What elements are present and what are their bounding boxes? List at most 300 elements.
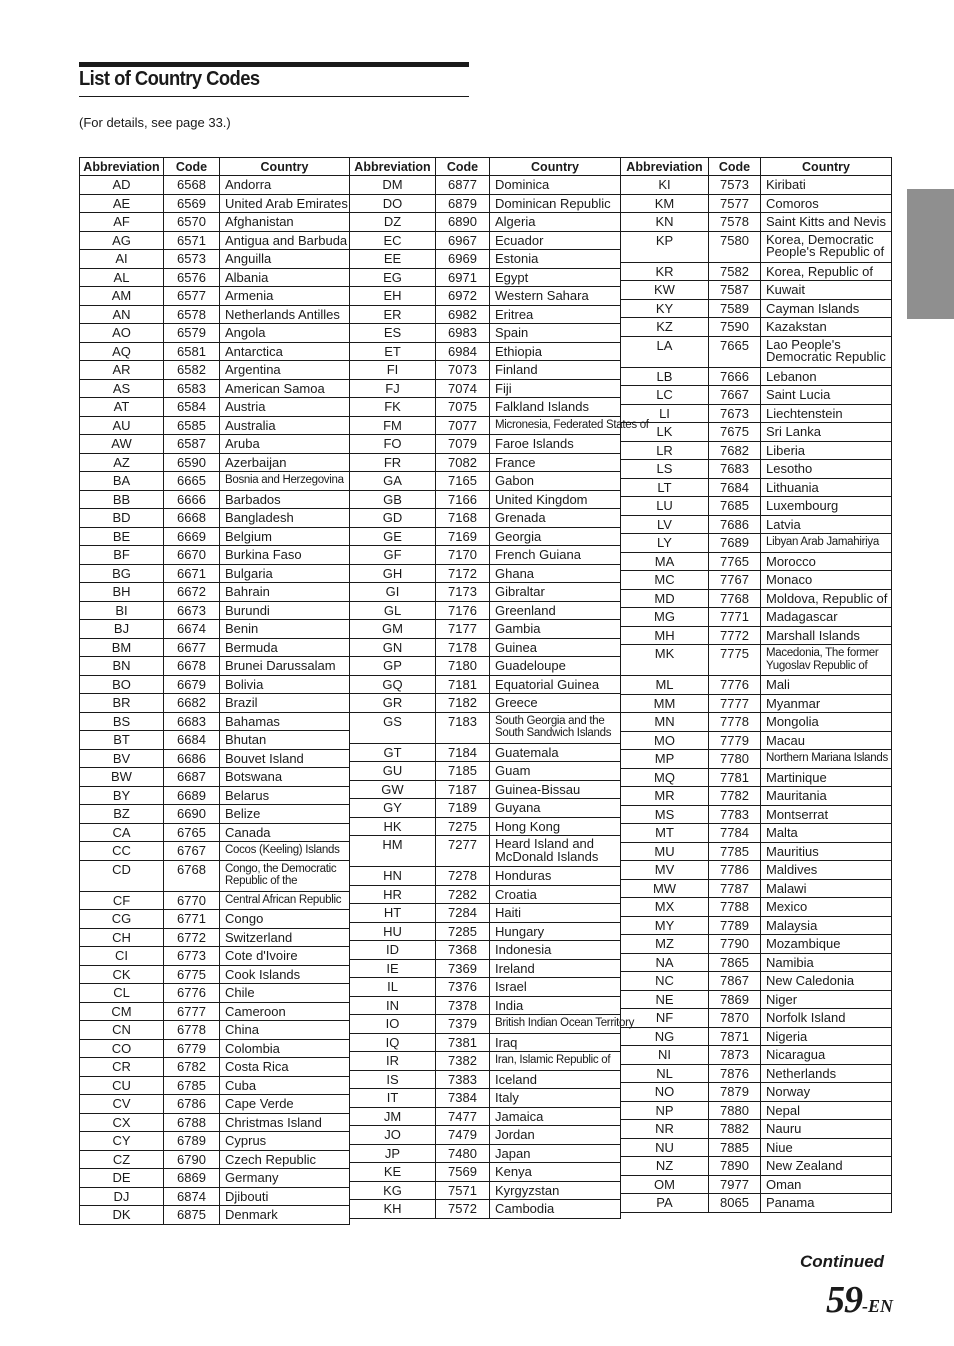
code-cell: 6568 [164,176,220,195]
table-row [80,305,350,324]
country-cell: American Samoa [220,379,350,398]
abbreviation-cell: GL [350,601,436,620]
country-cell: Bolivia [220,675,350,694]
table-row [350,1070,621,1089]
table-row [80,1169,350,1188]
code-cell: 7682 [709,441,761,460]
country-cell: Namibia [761,953,892,972]
code-cell: 6877 [436,176,490,195]
abbreviation-cell: BV [80,749,164,768]
abbreviation-cell: BS [80,712,164,731]
country-cell: Norfolk Island [761,1009,892,1028]
abbreviation-cell: HK [350,817,436,836]
table-row [80,910,350,929]
table-row [350,398,621,417]
country-cell: Gambia [490,620,621,639]
table-row [621,916,892,935]
table-row [350,867,621,886]
table-row [80,194,350,213]
code-cell: 7580 [709,231,761,262]
table-row [80,768,350,787]
abbreviation-cell: AE [80,194,164,213]
country-cell: Guatemala [490,743,621,762]
table-row [80,287,350,306]
country-cell: Georgia [490,527,621,546]
code-cell: 7172 [436,564,490,583]
code-cell: 6984 [436,342,490,361]
country-cell: Cook Islands [220,965,350,984]
code-cell: 7780 [709,750,761,769]
country-cell: Moldova, Republic of [761,589,892,608]
abbreviation-cell: AF [80,213,164,232]
country-cell: Benin [220,620,350,639]
page-number [826,1278,893,1322]
abbreviation-cell: LS [621,460,709,479]
table-row [80,250,350,269]
country-cell: Algeria [490,213,621,232]
country-cell: Mauritius [761,842,892,861]
table-row [80,965,350,984]
abbreviation-cell: JP [350,1144,436,1163]
table-row [621,1138,892,1157]
abbreviation-cell: EC [350,231,436,250]
abbreviation-cell: IO [350,1015,436,1034]
code-cell: 7786 [709,861,761,880]
abbreviation-cell: EG [350,268,436,287]
country-cell: Jamaica [490,1107,621,1126]
table-header-row [350,158,621,176]
code-cell: 6671 [164,564,220,583]
abbreviation-cell: JM [350,1107,436,1126]
code-cell: 7170 [436,546,490,565]
table-row [621,299,892,318]
table-row [350,490,621,509]
code-cell: 6678 [164,657,220,676]
code-cell: 7166 [436,490,490,509]
country-cell: Cameroon [220,1002,350,1021]
country-cell: Burkina Faso [220,546,350,565]
abbreviation-cell: MT [621,824,709,843]
table-row [621,713,892,732]
table-row [350,904,621,923]
table-row [80,1021,350,1040]
code-cell: 7785 [709,842,761,861]
country-cell: Mongolia [761,713,892,732]
abbreviation-cell: CV [80,1095,164,1114]
abbreviation-cell: NC [621,972,709,991]
country-cell: Kazakstan [761,318,892,337]
code-cell: 7369 [436,959,490,978]
country-cell: Mozambique [761,935,892,954]
code-cell: 7180 [436,657,490,676]
abbreviation-cell: GB [350,490,436,509]
table-row [80,823,350,842]
table-row [350,324,621,343]
abbreviation-cell: FK [350,398,436,417]
table-row [350,213,621,232]
table-row [350,620,621,639]
abbreviation-cell: KP [621,231,709,262]
abbreviation-cell: GM [350,620,436,639]
country-cell: Mali [761,676,892,695]
country-cell: Jordan [490,1126,621,1145]
abbreviation-cell: ER [350,305,436,324]
country-cell: Argentina [220,361,350,380]
table-row [350,1089,621,1108]
code-cell: 7480 [436,1144,490,1163]
table-row [350,657,621,676]
code-cell: 7075 [436,398,490,417]
code-cell: 7589 [709,299,761,318]
table-row [350,361,621,380]
abbreviation-cell: NP [621,1101,709,1120]
country-cell: Guam [490,762,621,781]
country-cell: Lithuania [761,478,892,497]
country-cell: Cocos (Keeling) Islands [220,842,350,861]
abbreviation-cell: CA [80,823,164,842]
table-row [80,1076,350,1095]
country-cell: Finland [490,361,621,380]
code-cell: 6670 [164,546,220,565]
code-cell: 6582 [164,361,220,380]
table-row [621,1194,892,1213]
table-row [350,836,621,867]
country-cell: Kenya [490,1163,621,1182]
country-cell: Israel [490,978,621,997]
abbreviation-cell: NG [621,1027,709,1046]
code-cell: 7184 [436,743,490,762]
table-row [621,478,892,497]
abbreviation-cell: LU [621,497,709,516]
table-row [621,1083,892,1102]
table-row [80,509,350,528]
table-row [350,817,621,836]
code-cell: 7378 [436,996,490,1015]
abbreviation-cell: KG [350,1181,436,1200]
continued-label: Continued [800,1252,885,1271]
table-row [621,194,892,213]
code-cell: 7781 [709,768,761,787]
abbreviation-cell: IE [350,959,436,978]
code-cell: 6573 [164,250,220,269]
table-row [621,731,892,750]
abbreviation-cell: MO [621,731,709,750]
code-cell: 7775 [709,645,761,676]
abbreviation-cell: LV [621,515,709,534]
table-row [350,564,621,583]
table-row [80,416,350,435]
abbreviation-cell: MK [621,645,709,676]
table-row [621,645,892,676]
column-header-country: Country [490,158,621,176]
code-cell: 7383 [436,1070,490,1089]
country-cell: Lebanon [761,367,892,386]
table-row [80,601,350,620]
table-row [80,1150,350,1169]
abbreviation-cell: OM [621,1175,709,1194]
code-cell: 7667 [709,386,761,405]
country-cell: Bahrain [220,583,350,602]
abbreviation-cell: CN [80,1021,164,1040]
code-cell: 7187 [436,780,490,799]
abbreviation-cell: BA [80,472,164,491]
code-cell: 7569 [436,1163,490,1182]
table-row [80,928,350,947]
table-row [80,1187,350,1206]
code-cell: 7285 [436,922,490,941]
table-row [350,583,621,602]
table-row [80,675,350,694]
table-row [621,423,892,442]
code-cell: 6869 [164,1169,220,1188]
table-row [80,1002,350,1021]
table-row [621,787,892,806]
table-row [80,546,350,565]
code-cell: 7771 [709,608,761,627]
country-cell: French Guiana [490,546,621,565]
abbreviation-cell: EE [350,250,436,269]
country-cell: Kuwait [761,281,892,300]
abbreviation-cell: CC [80,842,164,861]
abbreviation-cell: GQ [350,675,436,694]
abbreviation-cell: BI [80,601,164,620]
section-tab [907,189,954,319]
country-cell: Lao People's Democratic Republic [761,336,892,367]
table-row [80,657,350,676]
abbreviation-cell: PA [621,1194,709,1213]
table-row [80,398,350,417]
code-cell: 6967 [436,231,490,250]
abbreviation-cell: ES [350,324,436,343]
code-cell: 7782 [709,787,761,806]
code-cell: 6874 [164,1187,220,1206]
code-cell: 6788 [164,1113,220,1132]
code-cell: 7876 [709,1064,761,1083]
code-cell: 7768 [709,589,761,608]
country-cell: Latvia [761,515,892,534]
code-cell: 6771 [164,910,220,929]
abbreviation-cell: ET [350,342,436,361]
table-row [350,799,621,818]
country-cell: Austria [220,398,350,417]
country-cell: Andorra [220,176,350,195]
code-cell: 7879 [709,1083,761,1102]
code-cell: 7865 [709,953,761,972]
code-cell: 7082 [436,453,490,472]
code-cell: 7282 [436,885,490,904]
abbreviation-cell: AD [112,177,131,192]
code-cell: 6768 [164,860,220,891]
code-cell: 7275 [436,817,490,836]
code-cell: 6677 [164,638,220,657]
country-cell: United Kingdom [490,490,621,509]
country-cell: Bermuda [220,638,350,657]
code-cell: 7384 [436,1089,490,1108]
abbreviation-cell: MW [621,879,709,898]
code-cell: 7686 [709,515,761,534]
table-row [80,891,350,910]
code-cell: 7587 [709,281,761,300]
abbreviation-cell: AT [80,398,164,417]
table-row [350,416,621,435]
column-header-country: Country [220,158,350,176]
table-row [80,268,350,287]
code-cell: 7173 [436,583,490,602]
code-cell: 7079 [436,435,490,454]
country-cell: Italy [490,1089,621,1108]
country-cell: Niger [761,990,892,1009]
table-row [350,694,621,713]
country-cell: Eritrea [490,305,621,324]
column-header-abbreviation: Abbreviation [621,158,709,176]
code-cell: 6772 [164,928,220,947]
column-header-code: Code [436,158,490,176]
table-row [80,805,350,824]
abbreviation-cell: MH [621,626,709,645]
country-cell: Ecuador [490,231,621,250]
code-cell: 7673 [709,404,761,423]
country-cell: Nigeria [761,1027,892,1046]
table-row [621,1046,892,1065]
table-row [621,805,892,824]
code-cell: 6790 [164,1150,220,1169]
country-cell: Bouvet Island [220,749,350,768]
table-row [350,250,621,269]
table-row [80,583,350,602]
country-cell: Cape Verde [220,1095,350,1114]
table-row [621,386,892,405]
table-row [621,589,892,608]
country-cell: Guinea-Bissau [490,780,621,799]
country-cell: France [490,453,621,472]
country-cell: Hungary [490,922,621,941]
abbreviation-cell: LK [621,423,709,442]
code-cell: 7689 [709,534,761,553]
table-row [80,342,350,361]
country-cell: Azerbaijan [220,453,350,472]
code-cell: 6584 [164,398,220,417]
code-cell: 7784 [709,824,761,843]
code-cell: 6786 [164,1095,220,1114]
abbreviation-cell: NE [621,990,709,1009]
code-cell: 6785 [164,1076,220,1095]
table-row [80,786,350,805]
table-header-row [621,158,892,176]
code-cell: 6583 [164,379,220,398]
abbreviation-cell: CX [80,1113,164,1132]
abbreviation-cell: BB [80,490,164,509]
abbreviation-cell: BJ [80,620,164,639]
country-cell: Belarus [220,786,350,805]
code-cell: 6571 [164,231,220,250]
country-cell: Kyrgyzstan [490,1181,621,1200]
country-cell: Saint Lucia [761,386,892,405]
table-row [621,1157,892,1176]
abbreviation-cell: ID [350,941,436,960]
country-cell: Guadeloupe [490,657,621,676]
country-cell: Macedonia, The former Yugoslav Republic of [761,645,892,676]
code-cell: 6969 [436,250,490,269]
abbreviation-cell: GD [350,509,436,528]
code-cell: 7778 [709,713,761,732]
abbreviation-cell: CY [80,1132,164,1151]
abbreviation-cell: MM [621,694,709,713]
country-cell: Korea, Republic of [761,262,892,281]
abbreviation-cell: AZ [80,453,164,472]
code-cell: 6972 [436,287,490,306]
abbreviation-cell: NL [621,1064,709,1083]
table-row [350,941,621,960]
country-cell: Barbados [220,490,350,509]
code-cell: 6669 [164,527,220,546]
country-cell: Czech Republic [220,1150,350,1169]
abbreviation-cell: AW [80,435,164,454]
country-cell: Angola [220,324,350,343]
code-cell: 7278 [436,867,490,886]
code-cell: 7077 [436,416,490,435]
country-cell: Cuba [220,1076,350,1095]
code-cell: 7181 [436,675,490,694]
abbreviation-cell: IQ [350,1033,436,1052]
code-cell: 7685 [709,497,761,516]
country-cell: Bahamas [220,712,350,731]
code-cell: 7867 [709,972,761,991]
code-cell: 6684 [164,731,220,750]
abbreviation-cell: CU [80,1076,164,1095]
code-cell: 7578 [709,213,761,232]
abbreviation-cell: CR [80,1058,164,1077]
table-row [80,324,350,343]
abbreviation-cell: NR [621,1120,709,1139]
abbreviation-cell: CI [80,947,164,966]
table-row [350,1126,621,1145]
code-cell: 6775 [164,965,220,984]
code-cell: 6890 [436,213,490,232]
country-cell: Honduras [490,867,621,886]
table-row [80,213,350,232]
table-row [350,959,621,978]
abbreviation-cell: MA [621,552,709,571]
code-cell: 7169 [436,527,490,546]
country-cell: New Caledonia [761,972,892,991]
table-row [621,842,892,861]
table-row [80,379,350,398]
code-cell: 7284 [436,904,490,923]
abbreviation-cell: BZ [80,805,164,824]
country-cell: British Indian Ocean Territory [490,1015,621,1034]
table-row [350,287,621,306]
table-row [80,1132,350,1151]
code-cell: 6765 [164,823,220,842]
country-cell: Christmas Island [220,1113,350,1132]
abbreviation-cell: GH [350,564,436,583]
country-cell: Liberia [761,441,892,460]
abbreviation-cell: MX [621,898,709,917]
abbreviation-cell: GE [350,527,436,546]
abbreviation-cell: GP [350,657,436,676]
table-row [621,694,892,713]
abbreviation-cell: GS [350,712,436,743]
country-cell: Cambodia [490,1200,621,1219]
table-row [621,676,892,695]
code-cell: 6577 [164,287,220,306]
abbreviation-cell: KY [621,299,709,318]
country-cell: Botswana [220,768,350,787]
table-row [80,490,350,509]
code-cell: 6983 [436,324,490,343]
abbreviation-cell: NU [621,1138,709,1157]
table-row [80,1206,350,1225]
